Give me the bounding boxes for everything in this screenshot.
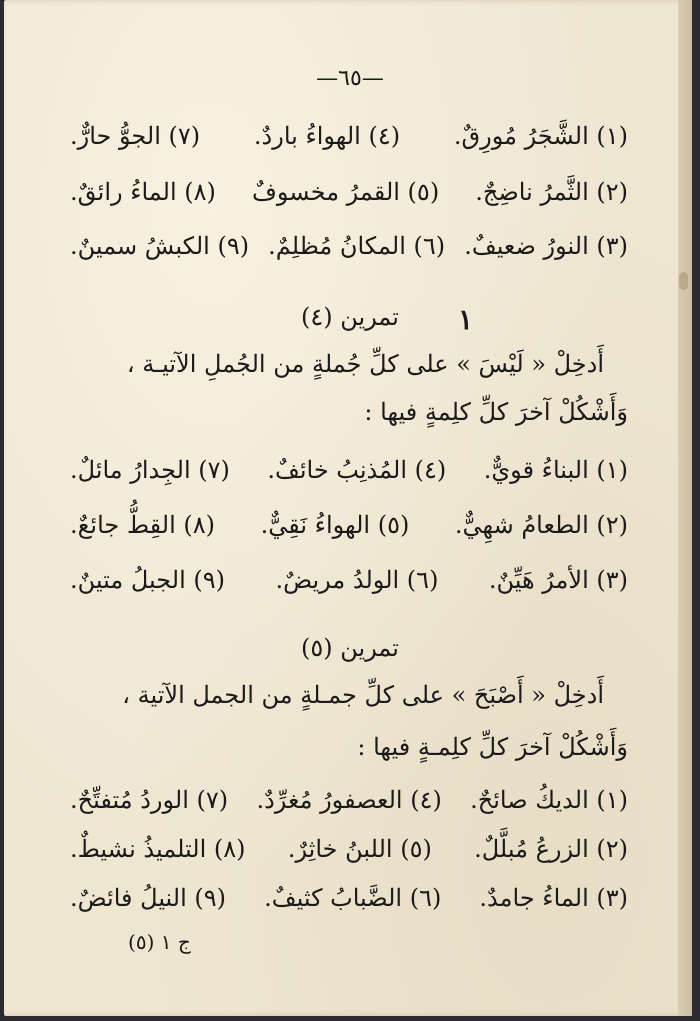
sentence-item: (٤) العصفورُ مُغرِّدٌ. [256, 786, 442, 814]
sentence-row [70, 178, 628, 206]
exercise-5-heading: تمرين (٥) [300, 634, 399, 662]
sentence-item: (٣) الأمرُ هَيِّنٌ. [488, 566, 628, 594]
exercise-4-heading: تمرين (٤) [300, 303, 399, 331]
exercise-5-instruction-line-2: وَأَشْكُلْ آخرَ كلِّ كلِمـةٍ فيها : [357, 733, 628, 761]
sentence-row [70, 566, 628, 594]
sentence-item: (٢) الثَّمرُ ناضِجٌ. [475, 178, 628, 206]
sentence-row [70, 511, 628, 539]
printer-signature: ج ١ (٥) [128, 930, 191, 954]
sentence-item: (٦) الولدُ مريضٌ. [275, 566, 439, 594]
sentence-item: (٩) الجبلُ متينٌ. [70, 566, 226, 594]
sentence-item: (٥) الهواءُ نَقِيٌّ. [260, 511, 410, 539]
sentence-item: (١) البناءُ قويٌّ. [483, 456, 628, 484]
sentence-item: (٥) القمرُ مخسوفٌ [252, 178, 440, 206]
sentence-item: (٩) النيلُ فائضٌ. [70, 884, 227, 912]
exercise-4-instruction-line-2: وَأَشْكُلْ آخرَ كلِّ كلِمةٍ فيها : [364, 398, 628, 426]
sentence-item: (٨) القِطُّ جائعٌ. [70, 511, 216, 539]
sentence-item: (٦) الضَّبابُ كثيفٌ. [264, 884, 442, 912]
page-number: —٦٥— [316, 66, 384, 91]
sentence-item: (٨) الماءُ رائقٌ. [70, 178, 216, 206]
sentence-row [70, 122, 628, 150]
sentence-row [70, 884, 628, 912]
sentence-item: (٩) الكبشُ سمينٌ. [70, 232, 250, 260]
sentence-item: (٧) الجوُّ حارٌّ. [70, 122, 201, 150]
sentence-item: (٣) النورُ ضعيفٌ. [464, 232, 628, 260]
sentence-item: (٧) الجِدارُ مائلٌ. [70, 456, 230, 484]
exercise-4-instruction-line-1: أَدخِلْ « لَيْسَ » على كلِّ جُملةٍ من الجُملِ الآتيـة ، [126, 350, 604, 378]
exercise-mark: ١ [458, 303, 474, 336]
sentence-item: (٢) الطعامُ شهِيٌّ. [454, 511, 628, 539]
sentence-item: (١) الديكُ صائحٌ. [470, 786, 628, 814]
sentence-row [70, 232, 628, 260]
sentence-item: (٨) التلميذُ نشيطٌ. [70, 835, 246, 863]
sentence-item: (٤) الهواءُ باردٌ. [253, 122, 401, 150]
sentence-row [70, 835, 628, 863]
sentence-item: (٤) المُذنِبُ خائفٌ. [267, 456, 447, 484]
sentence-item: (٦) المكانُ مُظلِمٌ. [268, 232, 446, 260]
sentence-item: (٧) الوردُ مُتفتِّحٌ. [70, 786, 229, 814]
sentence-item: (١) الشَّجَرُ مُورِقٌ. [453, 122, 628, 150]
sentence-item: (٢) الزرعُ مُبلَّلٌ. [474, 835, 628, 863]
sentence-row [70, 456, 628, 484]
sentence-item: (٥) اللبنُ خاثِرٌ. [287, 835, 432, 863]
sentence-row [70, 786, 628, 814]
sentence-item: (٣) الماءُ جامدٌ. [479, 884, 628, 912]
exercise-5-instruction-line-1: أَدخِلْ « أَصْبَحَ » على كلِّ جمـلةٍ من الجمل الآتية ، [122, 681, 604, 709]
